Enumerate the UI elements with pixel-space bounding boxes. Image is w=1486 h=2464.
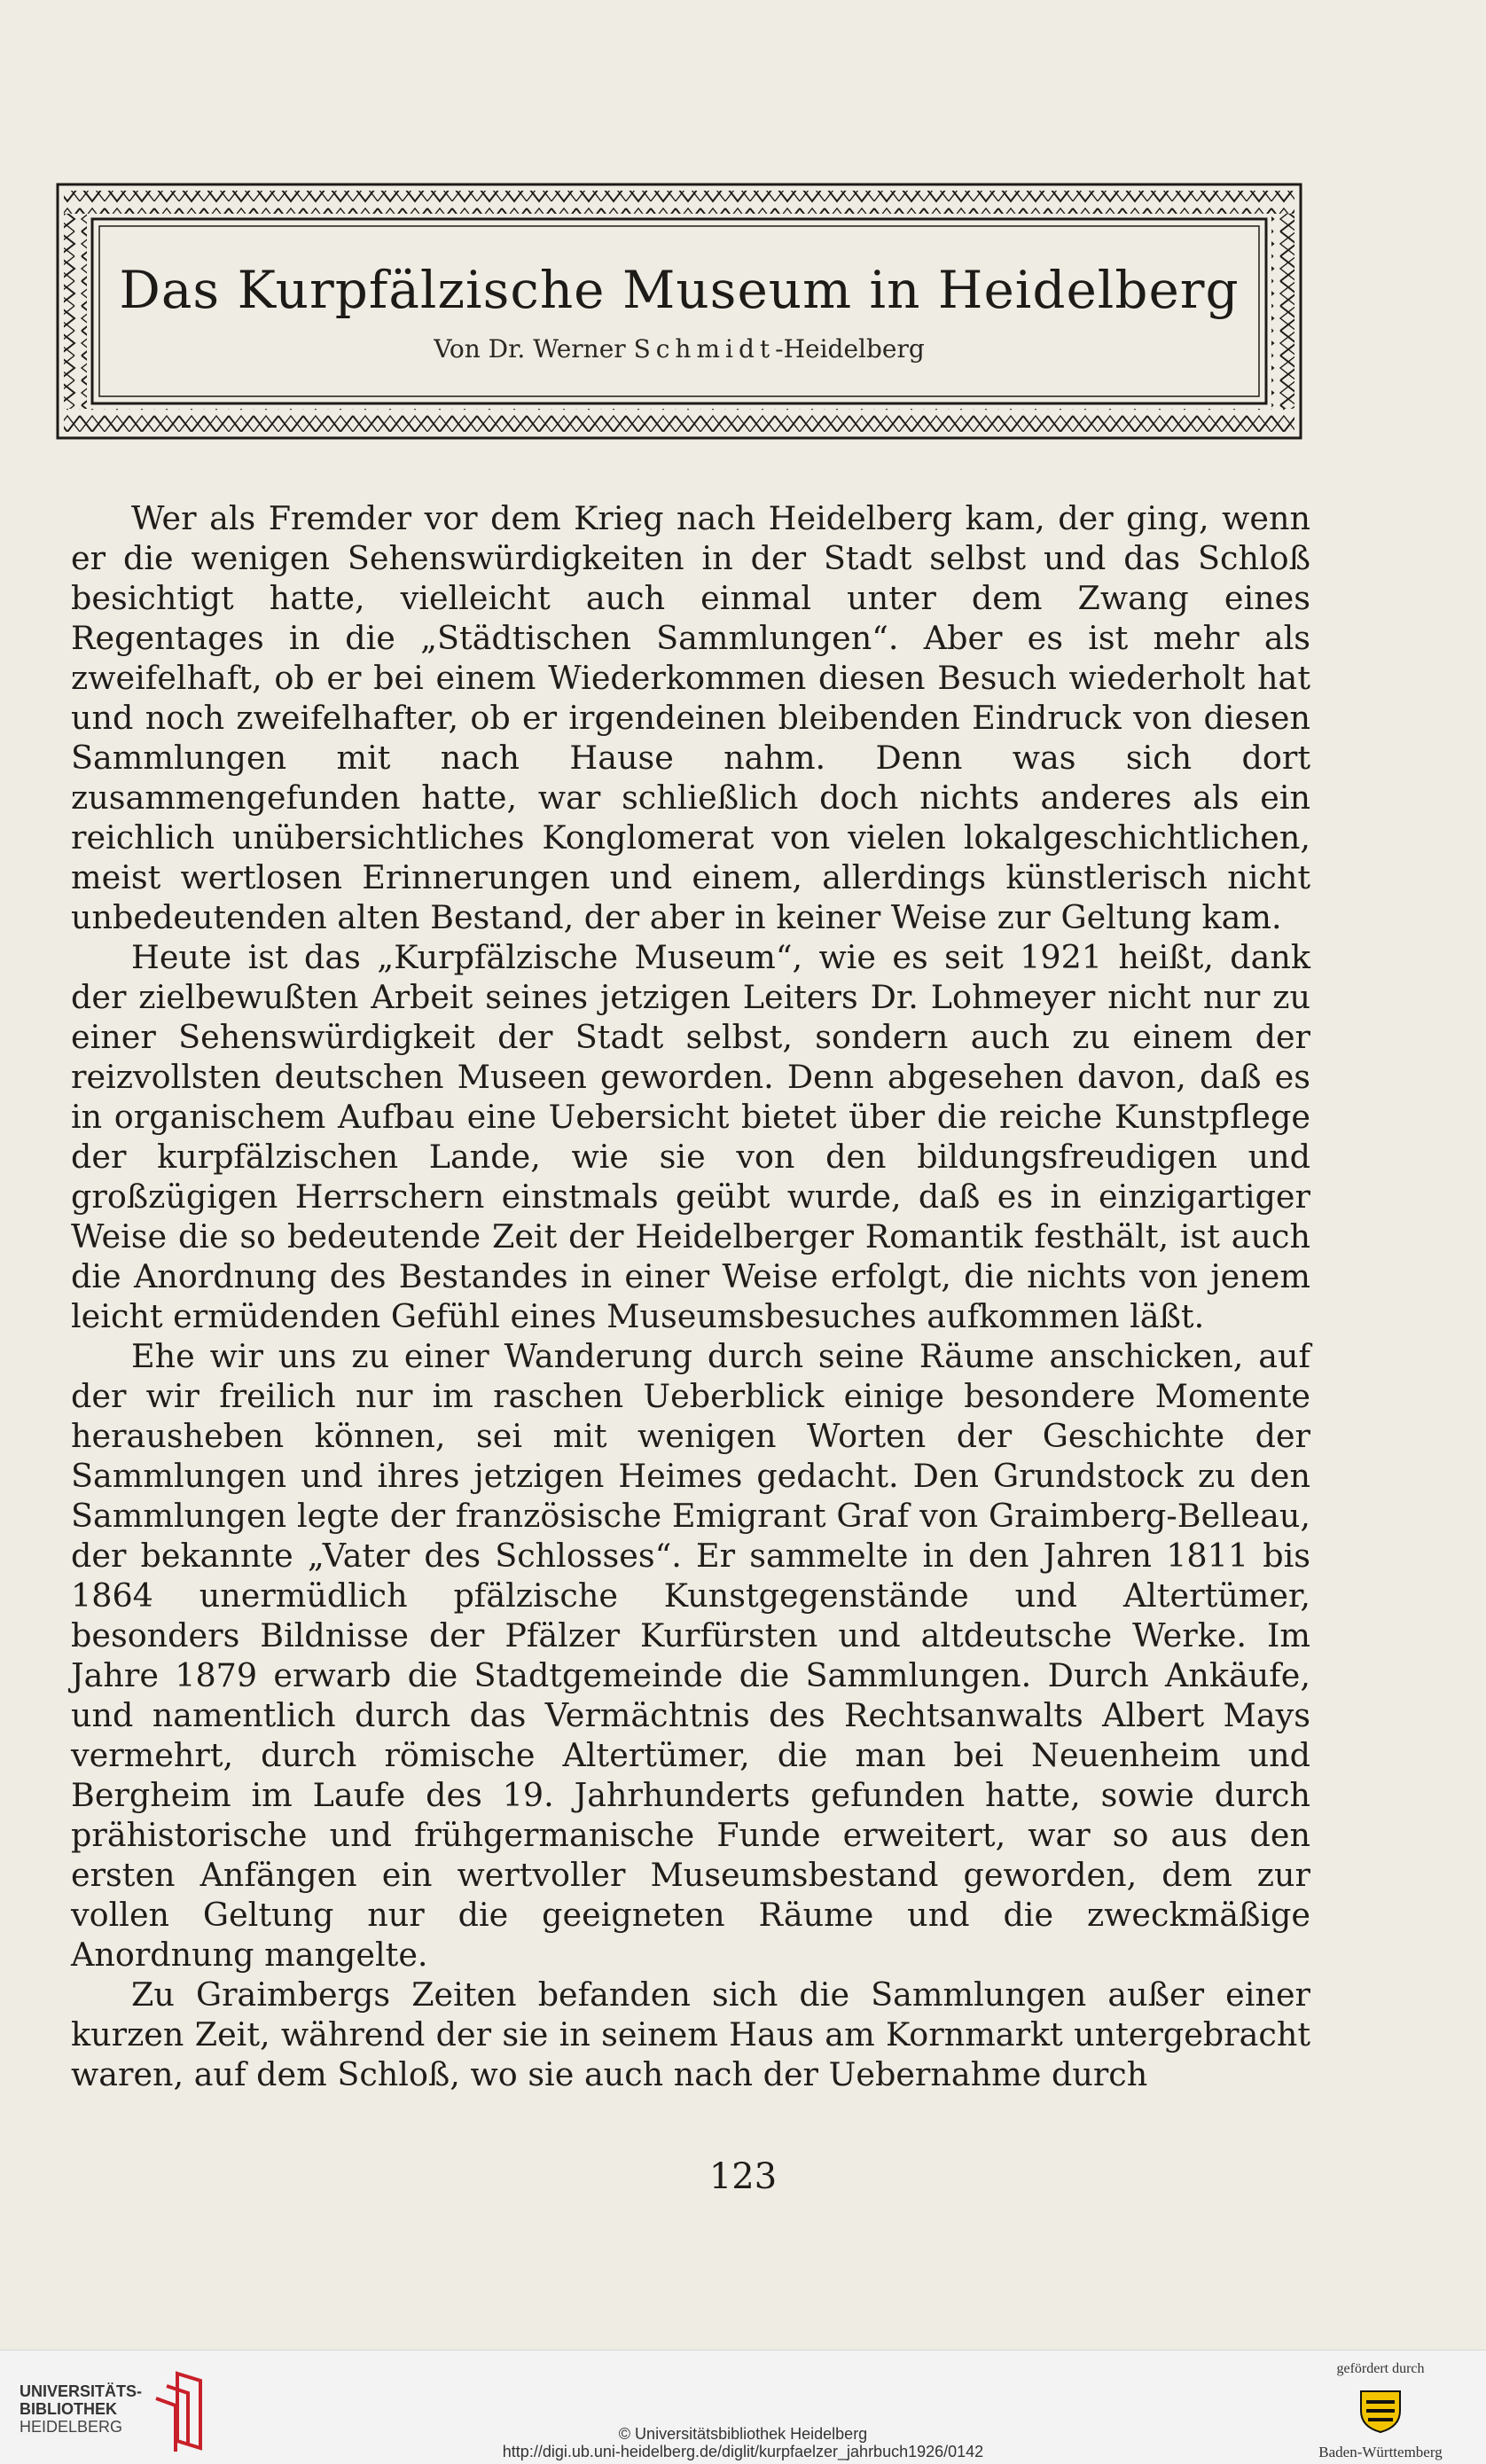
sponsor-name: Baden-Württemberg xyxy=(1318,2444,1443,2460)
library-name-line1: UNIVERSITÄTS- xyxy=(20,2382,143,2400)
library-name-line3: HEIDELBERG xyxy=(20,2418,123,2436)
byline-prefix: Von Dr. Werner xyxy=(434,333,626,364)
byline-suffix: -Heidelberg xyxy=(775,333,925,364)
footer-bar xyxy=(0,2350,1486,2464)
article-byline xyxy=(434,334,925,364)
paragraph: Ehe wir uns zu einer Wanderung durch seine Räume anschicken, auf der wir freilich nur im raschen Ueberblick einige besondere Momente herausheben können, sei mit wenigen Worten der Geschichte der Sammlungen und ihres jetzigen Heimes gedacht. Den Grundstock zu den Sammlungen legte der französische Emigrant Graf von Graimberg-Belleau, der bekannte „Vater des Schlosses“. Er sammelte in den Jahren 1811 bis 1864 unermüdlich pfälzische Kunstgegenstände und Altertümer, besonders Bildnisse der Pfälzer Kurfürsten und altdeutsche Werke. Im Jahre 1879 erwarb die Stadtgemeinde die Sammlungen. Durch Ankäufe, und namentlich durch das Vermächtnis des Rechtsanwalts Albert Mays vermehrt, durch römische Altertümer, die man bei Neuenheim und Bergheim im Laufe des 19. Jahrhunderts gefunden hatte, sowie durch prähistorische und frühgermanische Funde erweitert, war so aus den ersten Anfängen ein wertvoller Museumsbestand geworden, dem zur vollen Geltung nur die geeigneten Räume und die zweckmäßige Anordnung mangelte. xyxy=(71,1337,1310,1974)
paragraph: Wer als Fremder vor dem Krieg nach Heidelberg kam, der ging, wenn er die wenigen Sehenswürdigkeiten in der Stadt selbst und das Schloß besichtigt hatte, vielleicht auch einmal unter dem Zwang eines Regentages in die „Städtischen Sammlungen“. Aber es ist mehr als zweifelhaft, ob er bei einem Wiederkommen diesen Besuch wiederholt hat und noch zweifelhafter, ob er irgendeinen bleibenden Eindruck von diesen Sammlungen mit nach Hause nahm. Denn was sich dort zusammengefunden hatte, war schließlich doch nichts anderes als ein reichlich unübersichtliches Konglomerat von vielen lokalgeschichtlichen, meist wertlosen Erinnerungen und einem, allerdings künstlerisch nicht unbedeutenden alten Bestand, der aber in keiner Weise zur Geltung kam. xyxy=(71,499,1310,936)
paragraph: Heute ist das „Kurpfälzische Museum“, wie es seit 1921 heißt, dank der zielbewußten Arbeit seines jetzigen Leiters Dr. Lohmeyer nicht nur zu einer Sehenswürdigkeit der Stadt selbst, sondern auch zu einem der reizvollsten deutschen Museen geworden. Denn abgesehen davon, daß es in organischem Aufbau eine Uebersicht bietet über die reiche Kunstpflege der kurpfälzischen Lande, wie sie von den bildungsfreudigen und großzügigen Herrschern einstmals geübt wurde, daß es in einzigartiger Weise die so bedeutende Zeit der Heidelberger Romantik festhält, ist auch die Anordnung des Bestandes in einer Weise erfolgt, die nichts von jenem leicht ermüdenden Gefühl eines Museumsbesuches aufkommen läßt. xyxy=(71,938,1310,1335)
title-frame xyxy=(55,182,1303,441)
sponsor-block xyxy=(1296,2361,1465,2461)
permalink[interactable]: http://digi.ub.uni-heidelberg.de/diglit/kurpfaelzer_jahrbuch1926/0142 xyxy=(502,2443,984,2460)
article-body xyxy=(71,498,1310,2094)
sponsor-label: gefördert durch xyxy=(1336,2361,1425,2376)
paragraph: Zu Graimbergs Zeiten befanden sich die Sammlungen außer einer kurzen Zeit, während der sie in seinem Haus am Kornmarkt untergebracht waren, auf dem Schloß, wo sie auch nach der Uebernahme durch xyxy=(71,1975,1310,2093)
library-name-line2: BIBLIOTHEK xyxy=(20,2400,117,2418)
copyright-text: © Universitätsbibliothek Heidelberg xyxy=(618,2425,868,2443)
state-crest-icon xyxy=(1354,2382,1407,2436)
page-number: 123 xyxy=(708,2156,778,2197)
article-title: Das Kurpfälzische Museum in Heidelberg xyxy=(119,259,1240,320)
copyright-notice xyxy=(0,2425,1486,2460)
byline-author: Schmidt xyxy=(633,333,776,364)
